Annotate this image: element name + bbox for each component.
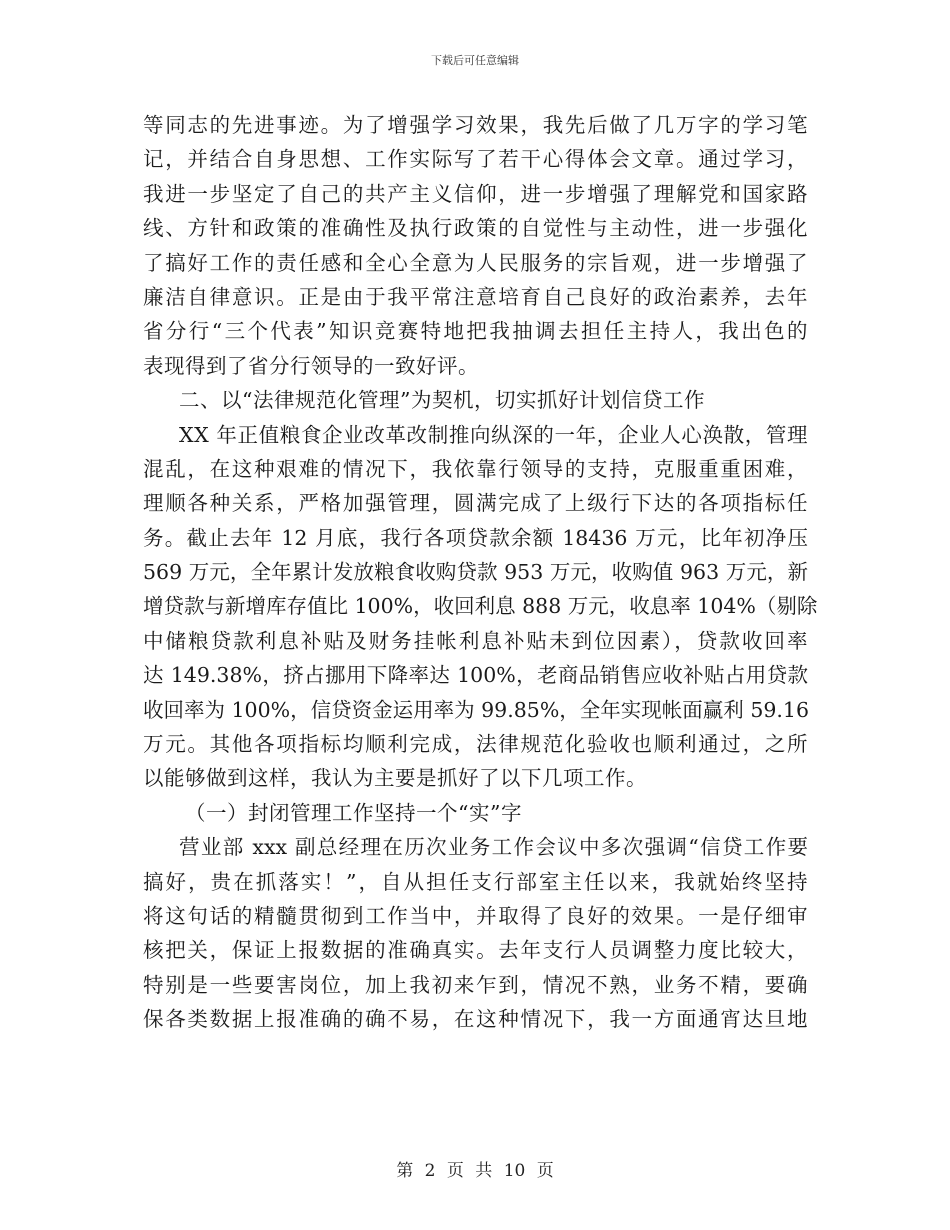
text-line: 核把关，保证上报数据的准确真实。去年支行人员调整力度比较大， [143,938,808,963]
text-line: 线、方针和政策的准确性及执行政策的自觉性与主动性，进一步强化 [143,216,808,241]
text-line: 以能够做到这样，我认为主要是抓好了以下几项工作。 [143,766,647,791]
text-line: 廉洁自律意识。正是由于我平常注意培育自己良好的政治素养，去年 [143,284,808,309]
section-heading: 二、以“法律规范化管理”为契机，切实抓好计划信贷工作 [179,388,705,413]
subsection-heading: （一）封闭管理工作坚持一个“实”字 [185,800,522,825]
text-line: 混乱，在这种艰难的情况下，我依靠行领导的支持，克服重重困难， [143,456,808,481]
text-line: 收回率为 100%，信贷资金运用率为 99.85%，全年实现帐面赢利 59.16 [143,697,810,722]
document-body [143,108,818,1037]
text-line: 万元。其他各项指标均顺利完成，法律规范化验收也顺利通过，之所 [143,732,808,757]
text-line: 务。截止去年 12 月底，我行各项贷款余额 18436 万元，比年初净压 [143,525,808,550]
text-line: 我进一步坚定了自己的共产主义信仰，进一步增强了理解党和国家路 [143,181,808,206]
text-line: 增贷款与新增库存值比 100%，收回利息 888 万元，收息率 104%（剔除 [143,594,818,619]
text-line: 营业部 xxx 副总经理在历次业务工作会议中多次强调“信贷工作要 [179,835,808,860]
text-line: 理顺各种关系，严格加强管理，圆满完成了上级行下达的各项指标任 [143,491,808,516]
text-line: 记，并结合自身思想、工作实际写了若干心得体会文章。通过学习， [143,147,808,172]
text-line: 保各类数据上报准确的确不易，在这种情况下，我一方面通宵达旦地 [143,1007,808,1032]
text-line: 中储粮贷款利息补贴及财务挂帐利息补贴未到位因素），贷款收回率 [143,628,808,653]
text-line: 省分行“三个代表”知识竞赛特地把我抽调去担任主持人，我出色的 [143,319,808,344]
text-line: XX 年正值粮食企业改革改制推向纵深的一年，企业人心涣散，管理 [179,422,808,447]
text-line: 搞好，贵在抓落实！”，自从担任支行部室主任以来，我就始终坚持 [143,869,808,894]
text-line: 了搞好工作的责任感和全心全意为人民服务的宗旨观，进一步增强了 [143,250,808,275]
text-line: 等同志的先进事迹。为了增强学习效果，我先后做了几万字的学习笔 [143,113,808,137]
text-line: 表现得到了省分行领导的一致好评。 [143,353,479,378]
page-header-note: 下载后可任意编辑 [431,54,519,67]
text-line: 将这句话的精髓贯彻到工作当中，并取得了良好的效果。一是仔细审 [143,903,808,928]
text-line: 达 149.38%，挤占挪用下降率达 100%，老商品销售应收补贴占用贷款 [143,663,808,688]
page-number: 第 2 页 共 10 页 [396,1161,554,1181]
text-line: 569 万元，全年累计发放粮食收购贷款 953 万元，收购值 963 万元，新 [143,560,808,585]
text-line: 特别是一些要害岗位，加上我初来乍到，情况不熟，业务不精，要确 [143,972,808,997]
